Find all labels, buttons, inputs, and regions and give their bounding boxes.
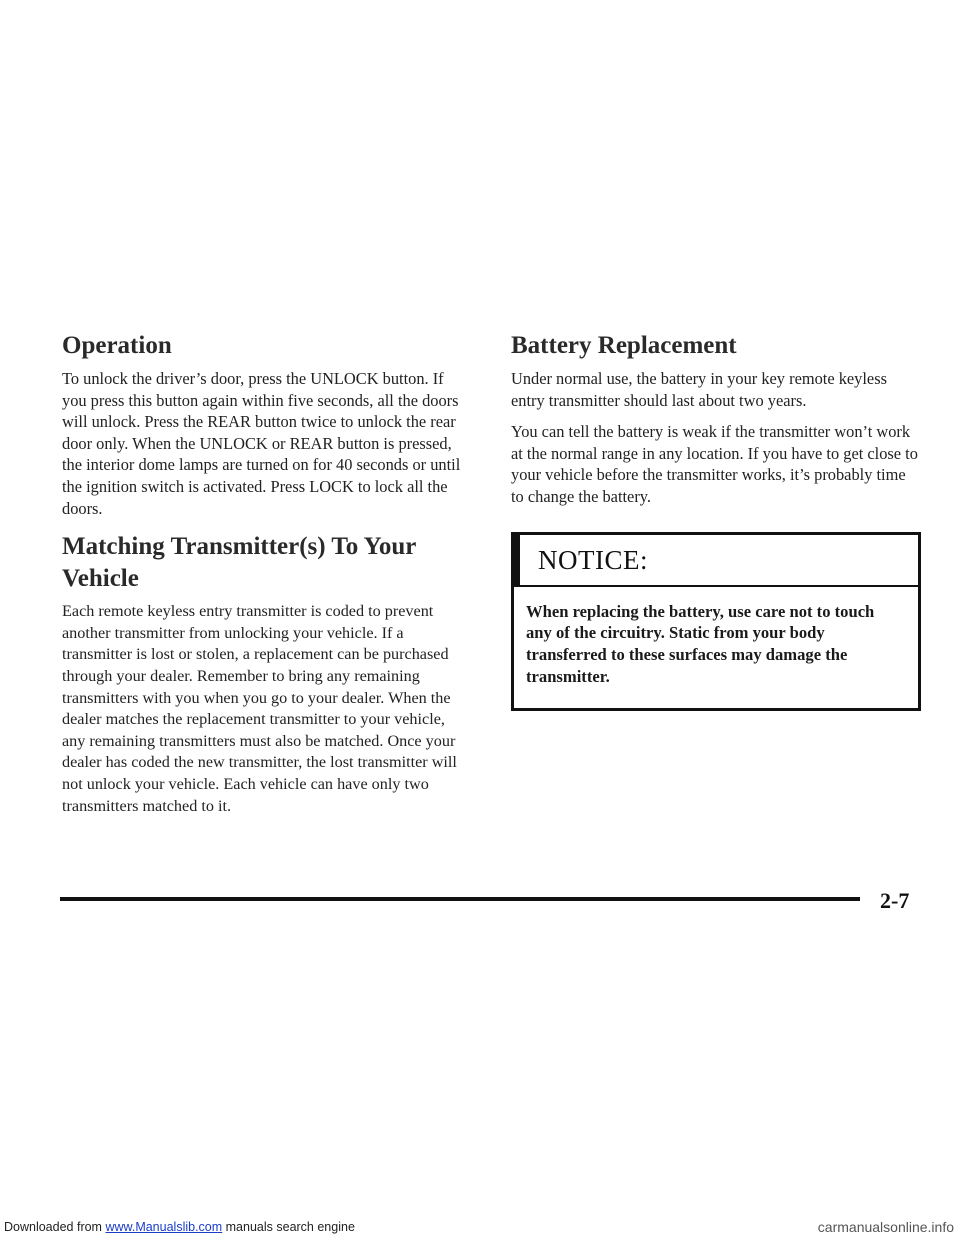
operation-heading: Operation: [62, 332, 172, 359]
watermark-text: carmanualsonline.info: [817, 1219, 954, 1235]
download-notice: [4, 1212, 355, 1242]
left-column: [62, 330, 472, 817]
battery-heading: Battery Replacement: [511, 332, 737, 359]
manualslib-link[interactable]: www.Manualslib.com: [105, 1220, 223, 1234]
page-number: 2-7: [880, 888, 910, 913]
notice-header: [514, 535, 918, 587]
right-column: [511, 330, 921, 711]
matching-heading: Matching Transmitter(s) To Your Vehicle: [62, 533, 416, 593]
footer-rule: [60, 897, 860, 901]
battery-paragraph-2: You can tell the battery is weak if the transmitter won’t work at the normal range in any location. If you have to get close to your vehicle before the transmitter works, it’s probably time to change the battery.: [511, 422, 918, 506]
download-footer: [0, 1212, 960, 1242]
notice-box: [511, 532, 921, 711]
notice-body: When replacing the battery, use care not to touch any of the circuitry. Static from your body transferred to these surfaces may damage the transmitter.: [526, 601, 875, 686]
matching-paragraph: Each remote keyless entry transmitter is coded to prevent another transmitter from unlocking your vehicle. If a transmitter is lost or stolen, a replacement can be purchased through your dealer. Remember to bring any remaining transmitters with you when you go to your dealer. When the dealer matches the replacement transmitter to your vehicle, any remaining transmitters must also be matched. Once your dealer has coded the new transmitter, the lost transmitter will not unlock your vehicle. Each vehicle can have only two transmitters matched to it.: [62, 602, 457, 815]
download-suffix: manuals search engine: [222, 1220, 355, 1234]
battery-paragraph-1: Under normal use, the battery in your key remote keyless entry transmitter should last about two years.: [511, 369, 887, 410]
operation-paragraph: To unlock the driver’s door, press the UNLOCK button. If you press this button again within five seconds, all the doors will unlock. Press the REAR button twice to unlock the rear door only. When the UNLOCK or REAR button is pressed, the interior dome lamps are turned on for 40 seconds or until the ignition switch is activated. Press LOCK to lock all the doors.: [62, 369, 461, 518]
notice-title: NOTICE:: [538, 544, 648, 575]
download-prefix: Downloaded from: [4, 1220, 106, 1234]
